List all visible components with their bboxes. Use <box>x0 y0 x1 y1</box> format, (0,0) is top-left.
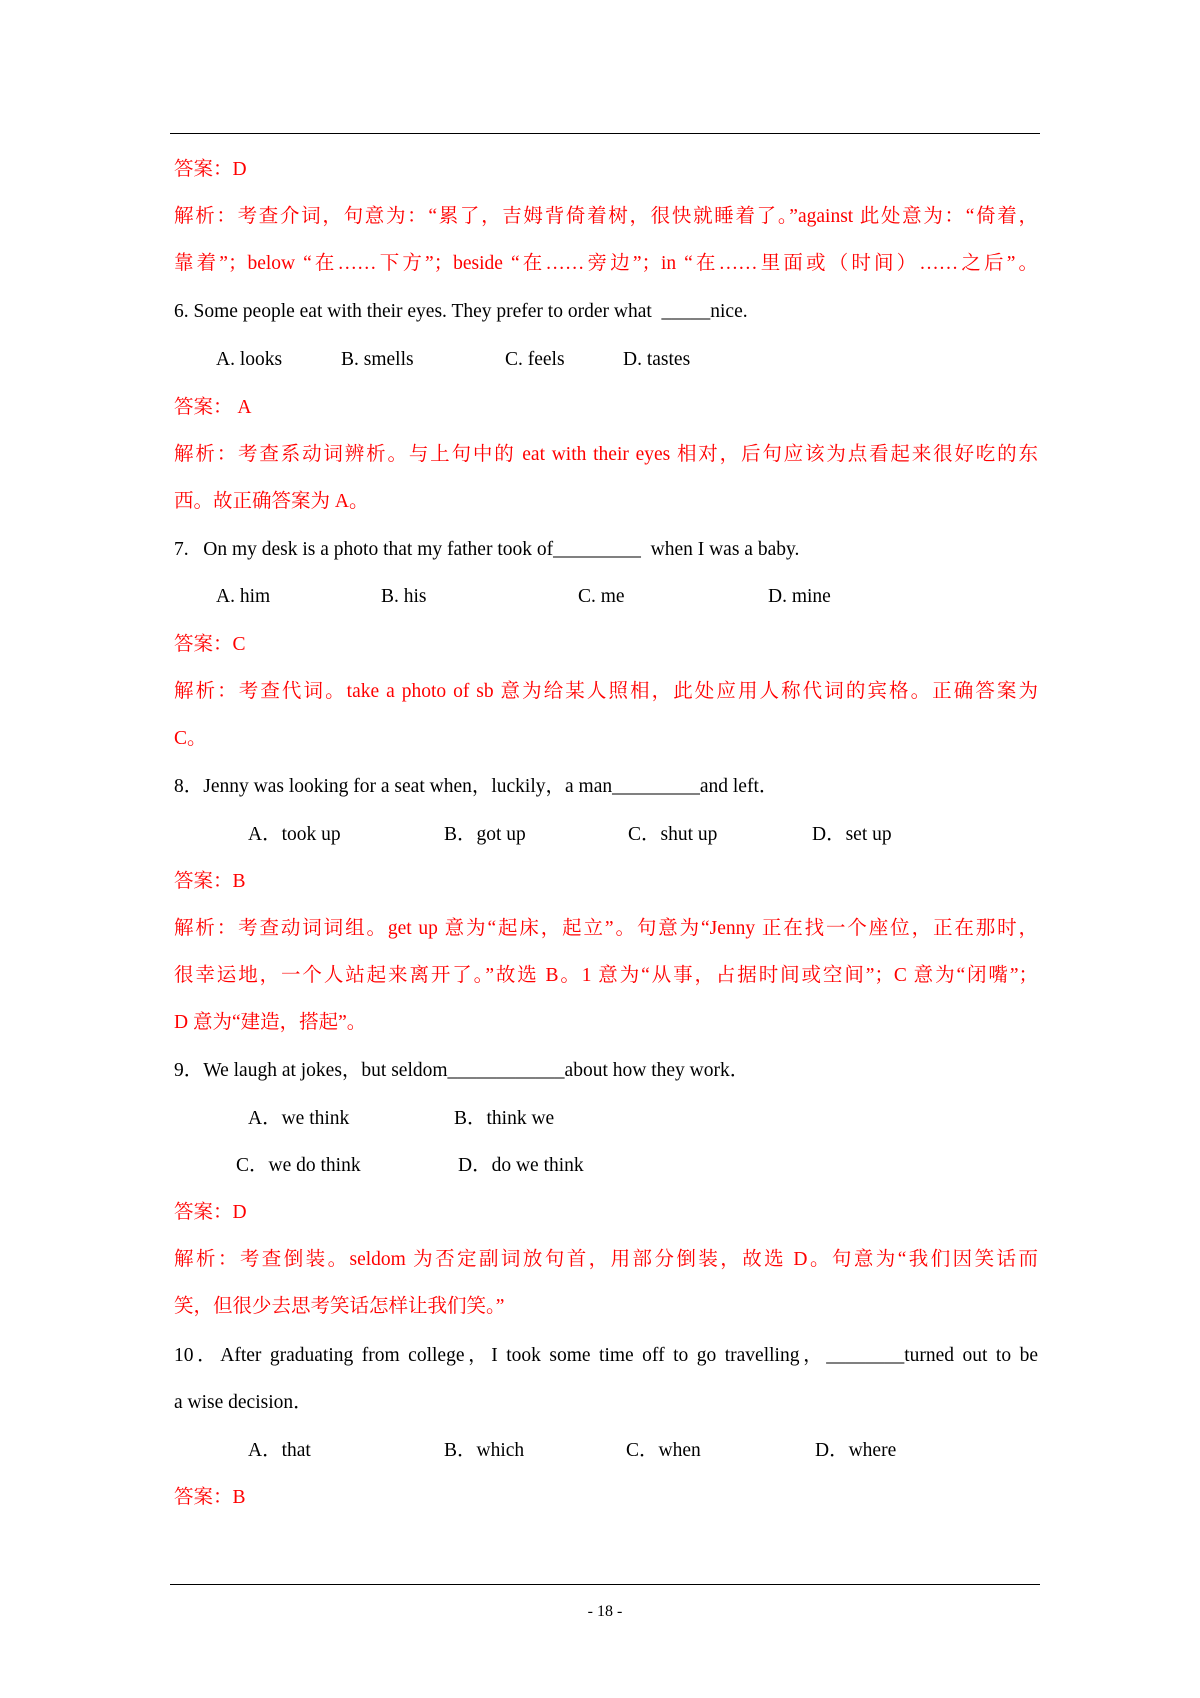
q10-option-d: D．where <box>815 1440 897 1461</box>
answer-5: 答案：D <box>174 159 247 180</box>
explanation-7-line-2: C。 <box>174 728 207 749</box>
q8-option-d: D．set up <box>812 824 892 845</box>
q9-option-b: B．think we <box>454 1108 555 1129</box>
explanation-9-line-2: 笑，但很少去思考笑话怎样让我们笑。” <box>174 1296 505 1317</box>
question-9: 9．We laugh at jokes，but seldom____________about how they work． <box>174 1060 750 1081</box>
footer-rule <box>170 1584 1040 1585</box>
q6-option-a: A. looks <box>216 349 283 370</box>
answer-9: 答案：D <box>174 1202 247 1223</box>
question-8: 8．Jenny was looking for a seat when，luckily，a man_________and left． <box>174 776 779 797</box>
q10-option-b: B．which <box>444 1440 525 1461</box>
explanation-8-line-2: 很幸运地，一个人站起来离开了。”故选 B。1 意为“从事，占据时间或空间”；C 意为“闭嘴”； <box>174 965 1038 986</box>
q7-option-b: B. his <box>381 586 427 607</box>
header-rule <box>170 133 1040 134</box>
explanation-6-line-1: 解析：考查系动词辨析。与上句中的 eat with their eyes 相对，后句应该为点看起来很好吃的东 <box>174 444 1038 465</box>
answer-7: 答案：C <box>174 634 246 655</box>
q7-option-a: A. him <box>216 586 271 607</box>
question-7: 7. On my desk is a photo that my father took of_________ when I was a baby. <box>174 539 800 560</box>
q8-option-c: C．shut up <box>628 824 718 845</box>
explanation-8-line-3: D 意为“建造，搭起”。 <box>174 1012 367 1033</box>
q10-option-a: A．that <box>248 1440 311 1461</box>
q7-option-d: D. mine <box>768 586 831 607</box>
explanation-5-line-1: 解析：考查介词，句意为：“累了，吉姆背倚着树，很快就睡着了。”against 此处意为：“倚着， <box>174 206 1038 227</box>
explanation-8-line-1: 解析：考查动词词组。get up 意为“起床，起立”。句意为“Jenny 正在找一个座位，正在那时， <box>174 918 1038 939</box>
page-number: - 18 - <box>587 1603 623 1620</box>
answer-6: 答案： A <box>174 397 252 418</box>
q10-option-c: C．when <box>626 1440 701 1461</box>
question-6: 6. Some people eat with their eyes. They prefer to order what _____nice. <box>174 301 748 322</box>
explanation-9-line-1: 解析：考查倒装。seldom 为否定副词放句首，用部分倒装，故选 D。句意为“我们因笑话而 <box>174 1249 1038 1270</box>
explanation-6-line-2: 西。故正确答案为 A。 <box>174 491 369 512</box>
explanation-5-line-2: 靠着”；below “在……下方”；beside “在……旁边”；in “在……里面或（时间）……之后”。 <box>174 253 1038 274</box>
question-10-line-2: a wise decision． <box>174 1392 313 1413</box>
q6-option-d: D. tastes <box>623 349 691 370</box>
question-10-line-1: 10．After graduating from college，I took some time off to go travelling，________turned out to be <box>174 1345 1038 1366</box>
q6-option-c: C. feels <box>505 349 565 370</box>
q9-option-d: D．do we think <box>458 1155 584 1176</box>
q6-option-b: B. smells <box>341 349 414 370</box>
q9-option-a: A．we think <box>248 1108 350 1129</box>
answer-10: 答案：B <box>174 1487 246 1508</box>
explanation-7-line-1: 解析：考查代词。take a photo of sb 意为给某人照相，此处应用人称代词的宾格。正确答案为 <box>174 681 1038 702</box>
answer-8: 答案：B <box>174 871 246 892</box>
q8-option-b: B．got up <box>444 824 526 845</box>
q7-option-c: C. me <box>578 586 625 607</box>
q9-option-c: C．we do think <box>236 1155 361 1176</box>
q8-option-a: A．took up <box>248 824 341 845</box>
